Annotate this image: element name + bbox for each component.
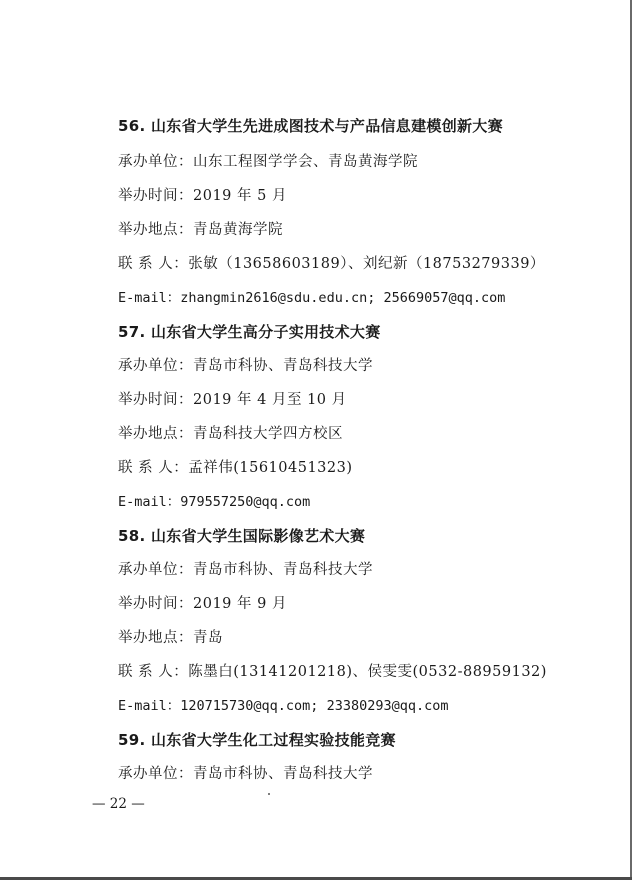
entry-57-place: 举办地点：青岛科技大学四方校区 [118, 426, 343, 442]
entry-56-place: 举办地点：青岛黄海学院 [118, 222, 283, 238]
entry-56-time: 举办时间：2019 年 5 月 [118, 188, 287, 204]
entry-57-contact: 联 系 人：孟祥伟(15610451323) [118, 460, 353, 476]
entry-56-title: 56. 山东省大学生先进成图技术与产品信息建模创新大赛 [118, 117, 503, 135]
entry-58-title: 58. 山东省大学生国际影像艺术大赛 [118, 527, 366, 545]
entry-57-title: 57. 山东省大学生高分子实用技术大赛 [118, 323, 381, 341]
entry-56-organizer: 承办单位：山东工程图学学会、青岛黄海学院 [118, 154, 418, 170]
entry-57-time: 举办时间：2019 年 4 月至 10 月 [118, 392, 347, 408]
page-number: — 22 — [92, 796, 145, 812]
entry-58-organizer: 承办单位：青岛市科协、青岛科技大学 [118, 562, 373, 578]
entry-57-email: E-mail：979557250@qq.com [118, 494, 311, 510]
entry-56-contact: 联 系 人：张敏（13658603189）、刘纪新（18753279339） [118, 256, 545, 272]
entry-58-email: E-mail：120715730@qq.com; 23380293@qq.com [118, 698, 449, 714]
entry-59-title: 59. 山东省大学生化工过程实验技能竞赛 [118, 731, 396, 749]
entry-58-contact: 联 系 人：陈墨白(13141201218)、侯雯雯(0532-88959132) [118, 664, 547, 680]
entry-59-organizer: 承办单位：青岛市科协、青岛科技大学 [118, 766, 373, 782]
entry-58-place: 举办地点：青岛 [118, 630, 223, 646]
entry-57-organizer: 承办单位：青岛市科协、青岛科技大学 [118, 358, 373, 374]
entry-56-email: E-mail：zhangmin2616@sdu.edu.cn; 25669057@qq.com [118, 290, 506, 306]
entry-58-time: 举办时间：2019 年 9 月 [118, 596, 287, 612]
scan-speck [268, 793, 270, 795]
